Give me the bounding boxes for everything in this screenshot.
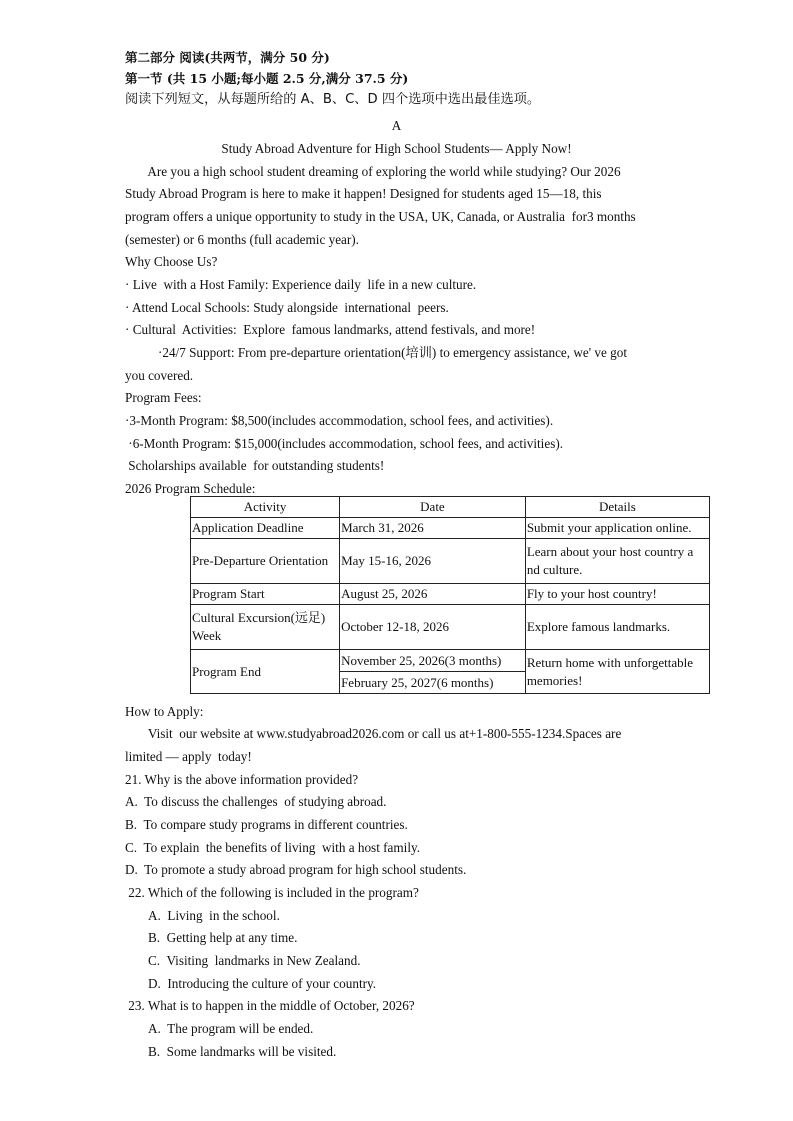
cell-details-line: Return home with unforgettable bbox=[526, 654, 694, 670]
question-option: A. Living in the school. bbox=[148, 908, 280, 923]
cell-details bbox=[525, 650, 709, 694]
why-item: · Attend Local Schools: Study alongside international peers. bbox=[125, 300, 449, 315]
question-stem: 23. What is to happen in the middle of October, 2026? bbox=[125, 998, 415, 1013]
question-option: C. Visiting landmarks in New Zealand. bbox=[148, 953, 361, 968]
fees-item: ·6-Month Program: $15,000(includes accommodation, school fees, and activities). bbox=[125, 436, 564, 451]
cell-details: Submit your application online. bbox=[525, 518, 709, 539]
cell-activity: Program Start bbox=[191, 584, 340, 605]
question-option: B. Some landmarks will be visited. bbox=[148, 1044, 337, 1059]
question-stem: 22. Which of the following is included in the program? bbox=[125, 885, 419, 900]
apply-line: Visit our website at www.studyabroad2026.com or call us at+1-800-555-1234.Spaces are bbox=[125, 726, 622, 741]
part-heading: 第二部分 阅读(共两节，满分 50 分) bbox=[125, 50, 330, 65]
cell-activity: Application Deadline bbox=[191, 518, 340, 539]
table-row bbox=[191, 650, 710, 672]
table-row bbox=[191, 518, 710, 539]
question-option: B. To compare study programs in different countries. bbox=[125, 817, 408, 832]
fees-heading: Program Fees: bbox=[125, 390, 202, 405]
table-header-row bbox=[191, 497, 710, 518]
cell-details: Explore famous landmarks. bbox=[525, 605, 709, 650]
cell-date: March 31, 2026 bbox=[340, 518, 526, 539]
table-row bbox=[191, 584, 710, 605]
question-option: B. Getting help at any time. bbox=[148, 930, 298, 945]
section-heading: 第一节 (共 15 小题;每小题 2.5 分,满分 37.5 分) bbox=[125, 71, 409, 86]
question-option: C. To explain the benefits of living with a host family. bbox=[125, 840, 421, 855]
why-heading: Why Choose Us? bbox=[125, 254, 218, 269]
fees-item: ·3-Month Program: $8,500(includes accommodation, school fees, and activities). bbox=[125, 413, 554, 428]
cell-details-line: memories! bbox=[526, 672, 583, 688]
table-row bbox=[191, 605, 710, 650]
cell-date: May 15-16, 2026 bbox=[340, 539, 526, 584]
cell-activity-line: Week bbox=[192, 628, 222, 643]
cell-details-line: nd culture. bbox=[526, 562, 583, 577]
intro-line: (semester) or 6 months (full academic year). bbox=[125, 232, 359, 247]
cell-date: October 12-18, 2026 bbox=[340, 605, 526, 650]
question-option: A. To discuss the challenges of studying abroad. bbox=[125, 794, 387, 809]
col-header-date: Date bbox=[340, 497, 526, 518]
apply-heading: How to Apply: bbox=[125, 704, 204, 719]
intro-line: program offers a unique opportunity to study in the USA, UK, Canada, or Australia for3 months bbox=[125, 209, 636, 224]
col-header-activity: Activity bbox=[191, 497, 340, 518]
cell-details bbox=[525, 539, 709, 584]
schedule-table bbox=[190, 496, 710, 694]
why-item: you covered. bbox=[125, 368, 194, 383]
col-header-details: Details bbox=[525, 497, 709, 518]
why-item: · Live with a Host Family: Experience daily life in a new culture. bbox=[125, 277, 477, 292]
passage-title: Study Abroad Adventure for High School Students— Apply Now! bbox=[221, 141, 572, 156]
cell-date: February 25, 2027(6 months) bbox=[340, 672, 526, 694]
table-row bbox=[191, 539, 710, 584]
apply-line: limited — apply today! bbox=[125, 749, 252, 764]
cell-activity bbox=[191, 605, 340, 650]
cell-date: November 25, 2026(3 months) bbox=[340, 650, 526, 672]
passage-letter: A bbox=[391, 118, 402, 133]
cell-activity-line: Cultural Excursion(远足) bbox=[192, 610, 326, 625]
question-option: A. The program will be ended. bbox=[148, 1021, 314, 1036]
why-item: ·24/7 Support: From pre-departure orientation(培训) to emergency assistance, we' ve got bbox=[125, 345, 628, 360]
cell-details-line: Learn about your host country a bbox=[526, 544, 694, 559]
cell-date: August 25, 2026 bbox=[340, 584, 526, 605]
intro-line: Study Abroad Program is here to make it happen! Designed for students aged 15—18, this bbox=[125, 186, 602, 201]
why-item: · Cultural Activities: Explore famous landmarks, attend festivals, and more! bbox=[125, 322, 536, 337]
intro-line: Are you a high school student dreaming of exploring the world while studying? Our 2026 bbox=[125, 164, 621, 179]
question-option: D. Introducing the culture of your country. bbox=[148, 976, 377, 991]
instruction-text: 阅读下列短文，从每题所给的 A、B、C、D 四个选项中选出最佳选项。 bbox=[125, 92, 541, 107]
question-option: D. To promote a study abroad program for high school students. bbox=[125, 862, 467, 877]
cell-activity: Pre-Departure Orientation bbox=[191, 539, 340, 584]
schedule-heading: 2026 Program Schedule: bbox=[125, 481, 256, 496]
cell-activity: Program End bbox=[191, 650, 340, 694]
question-stem: 21. Why is the above information provided? bbox=[125, 772, 359, 787]
cell-details: Fly to your host country! bbox=[525, 584, 709, 605]
fees-item: Scholarships available for outstanding students! bbox=[125, 458, 385, 473]
